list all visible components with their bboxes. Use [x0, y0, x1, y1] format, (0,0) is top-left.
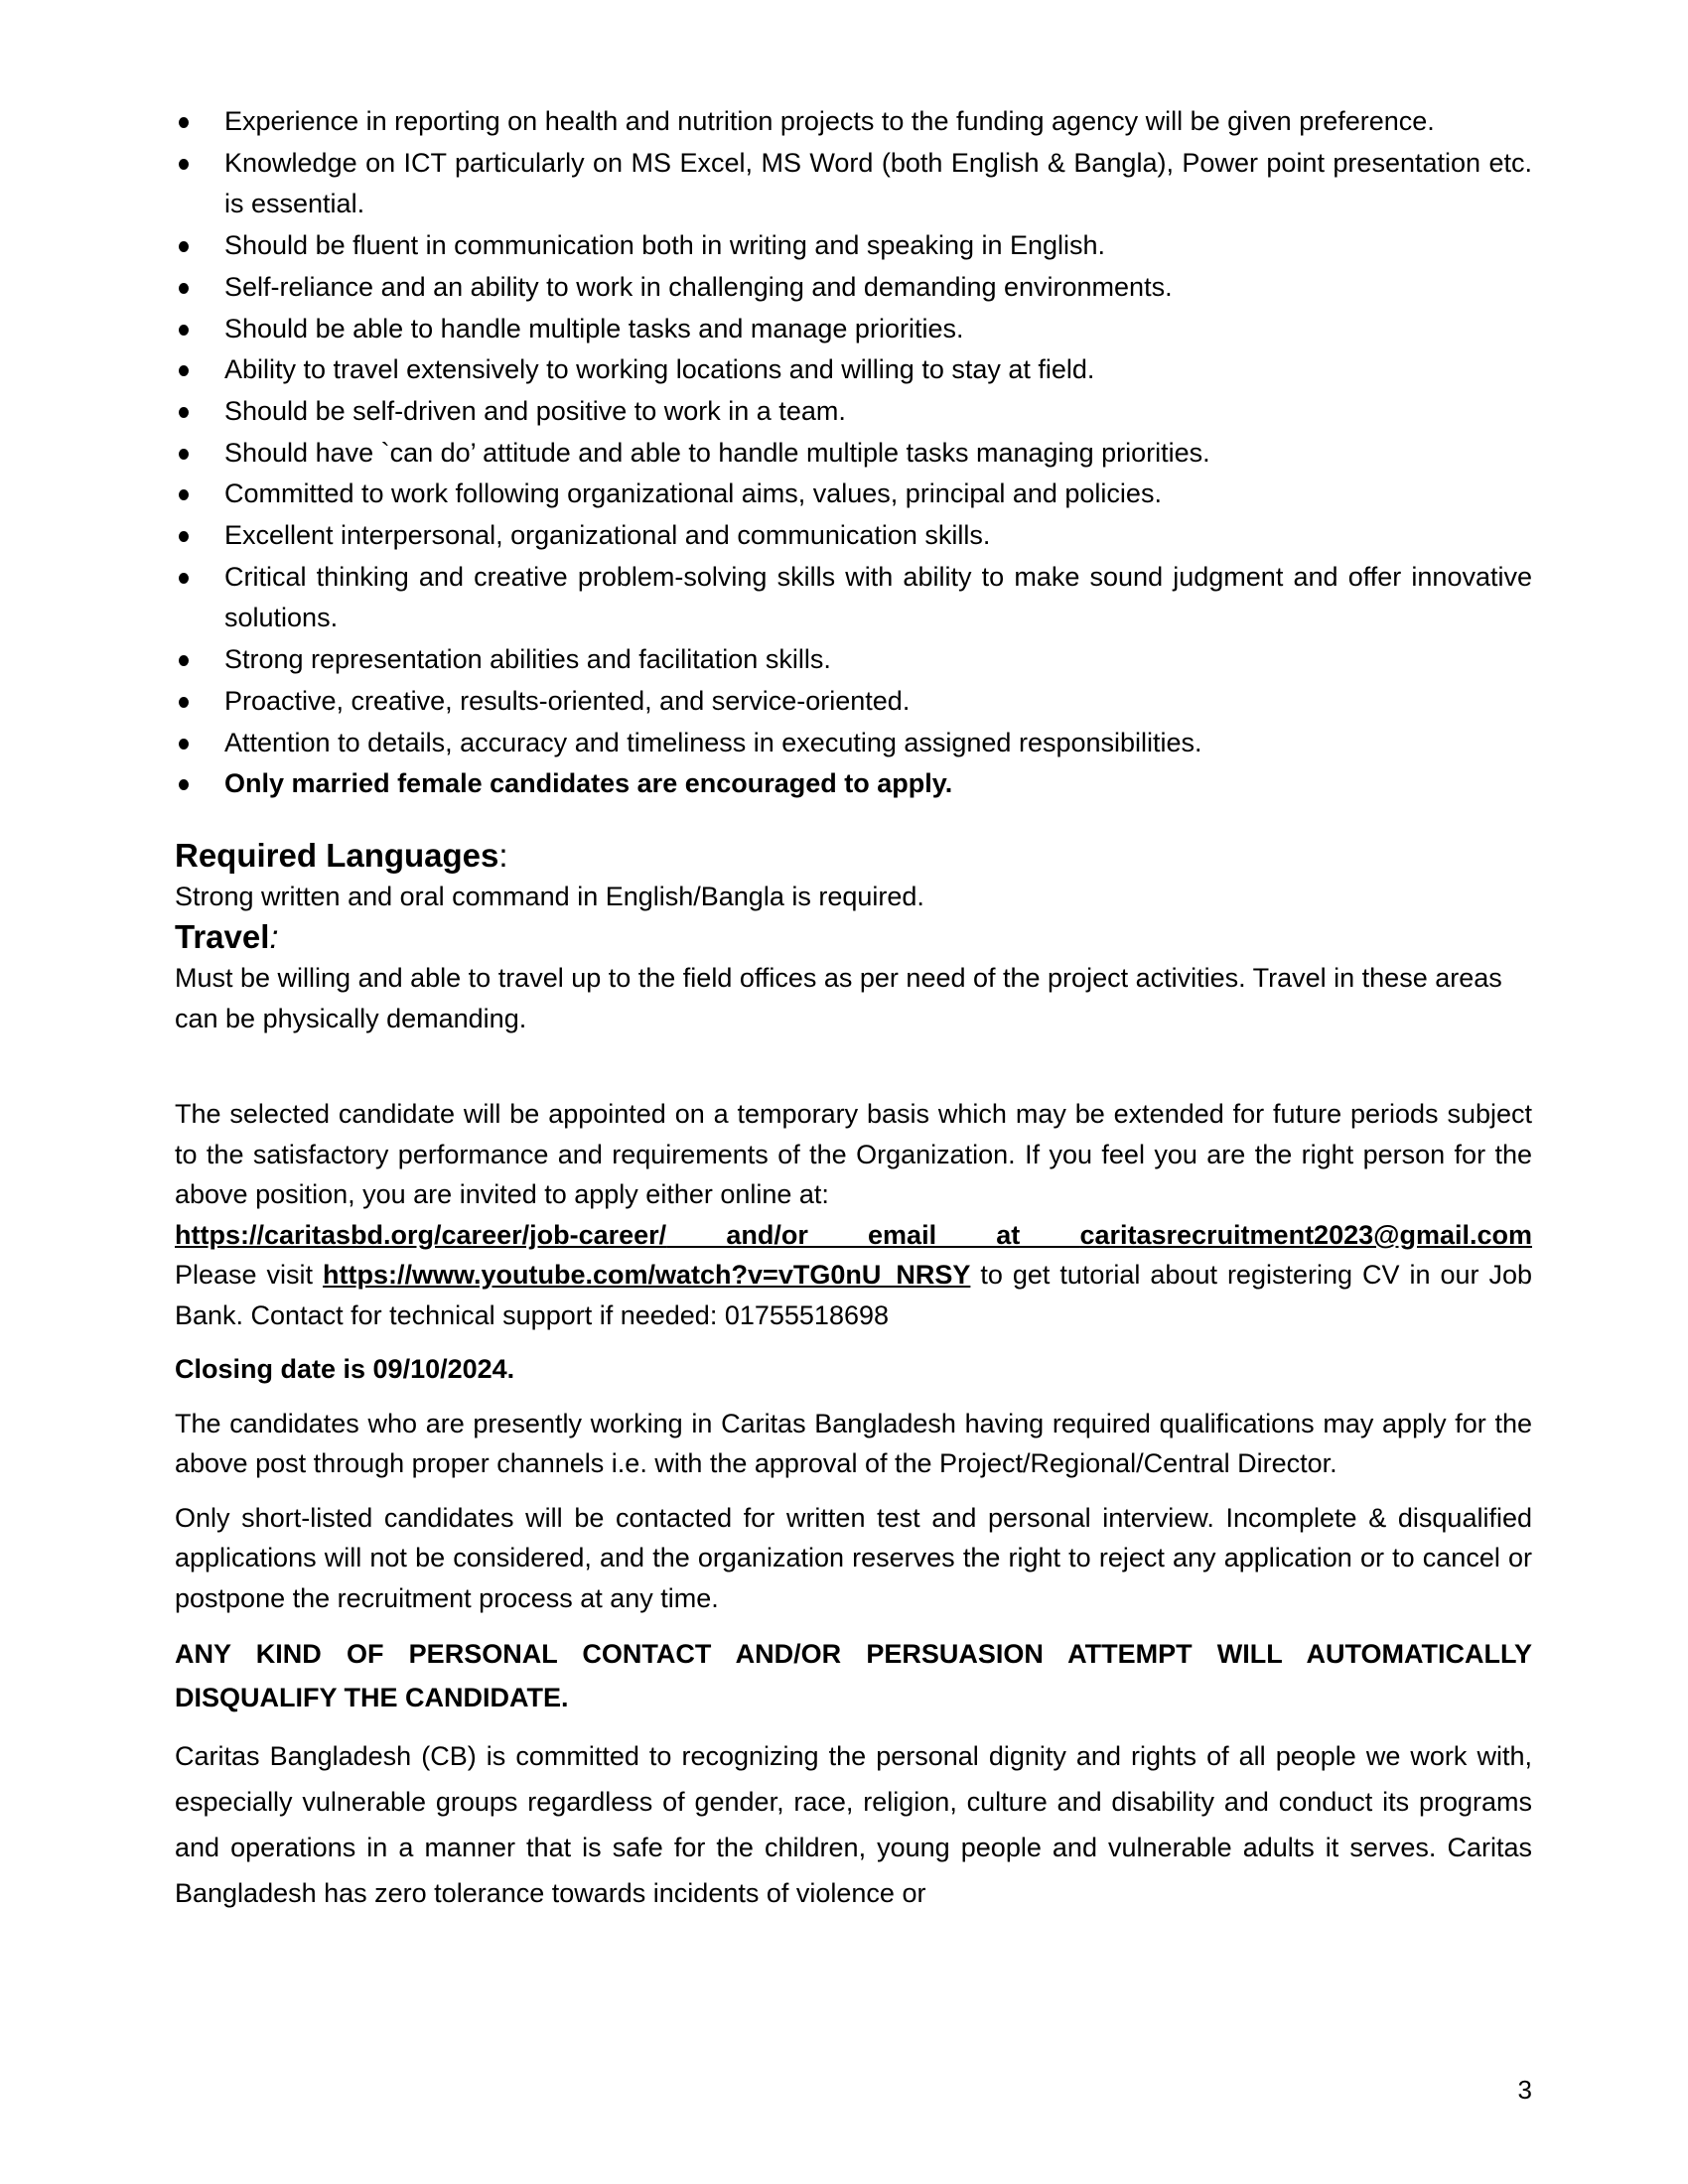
list-item [175, 101, 1532, 143]
closing-date: Closing date is 09/10/2024. [175, 1354, 515, 1385]
bullet-icon [179, 531, 189, 542]
item-text: Should be fluent in communication both in writing and speaking in English. [224, 230, 1106, 261]
bullet-icon [179, 739, 189, 750]
list-item-emphasis [175, 763, 1532, 805]
warning-text: ANY KIND OF PERSONAL CONTACT AND/OR PERSUASION ATTEMPT WILL AUTOMATICALLY DISQUALIFY THE CANDIDATE. [175, 1639, 1532, 1713]
item-text: Self-reliance and an ability to work in challenging and demanding environments. [224, 271, 1173, 302]
item-text: Should be self-driven and positive to work in a team. [224, 395, 846, 426]
page-number: 3 [1517, 2075, 1532, 2105]
list-item [175, 391, 1532, 433]
list-item [175, 639, 1532, 681]
heading-text: Required Languages [175, 836, 499, 874]
visit-text: Please visit [175, 1260, 324, 1291]
item-text: Ability to travel extensively to working locations and willing to stay at field. [224, 354, 1095, 385]
item-text: Should be able to handle multiple tasks and manage priorities. [224, 313, 964, 343]
item-text: Proactive, creative, results-oriented, and service-oriented. [224, 685, 911, 716]
bullet-icon [179, 573, 189, 584]
travel-heading [175, 916, 1532, 958]
item-text: Knowledge on ICT particularly on MS Excel, MS Word (both English & Bangla), Power point presentation etc. is essential. [224, 147, 1532, 219]
item-text: Excellent interpersonal, organizational and communication skills. [224, 520, 991, 551]
list-item [175, 267, 1532, 309]
bullet-icon [179, 697, 189, 708]
bullet-icon [179, 365, 189, 376]
item-text: Critical thinking and creative problem-solving skills with ability to make sound judgment and offer innovative solutions. [224, 561, 1532, 633]
item-text: Experience in reporting on health and nutrition projects to the funding agency will be given preference. [224, 106, 1435, 136]
requirements-list [175, 101, 1532, 805]
item-text: Only married female candidates are encouraged to apply. [224, 768, 953, 799]
languages-heading [175, 835, 1532, 877]
bullet-icon [179, 241, 189, 252]
heading-colon: : [269, 918, 279, 956]
list-item [175, 681, 1532, 723]
email-link[interactable]: caritasrecruitment2023@gmail.com [1079, 1219, 1532, 1250]
support-text: to get tutorial about registering CV in our Job Bank. Contact for technical support if needed: 01755518698 [175, 1260, 1533, 1330]
travel-text: Must be willing and able to travel up to the field offices as per need of the project activities. Travel in these areas can be physically demanding. [175, 963, 1502, 1033]
list-item [175, 474, 1532, 515]
shortlist-text: Only short-listed candidates will be contacted for written test and personal interview. Incomplete & disqualified applications will not be considered, and the organization reserves the right to reject any application or to cancel or postpone the recruitment process at any time. [175, 1502, 1532, 1613]
list-item [175, 309, 1532, 350]
item-text: Should have `can do’ attitude and able to handle multiple tasks managing priorities. [224, 437, 1210, 468]
bullet-icon [179, 325, 189, 336]
list-item [175, 557, 1532, 639]
bullet-icon [179, 283, 189, 294]
list-item [175, 349, 1532, 391]
list-item [175, 433, 1532, 475]
bullet-icon [179, 117, 189, 128]
bullet-icon [179, 407, 189, 418]
list-item [175, 143, 1532, 225]
list-item [175, 225, 1532, 267]
bullet-icon [179, 655, 189, 666]
list-item [175, 723, 1532, 764]
career-link[interactable]: https://caritasbd.org/career/job-career/ [175, 1219, 667, 1250]
and-or-email-text: and/or email at [666, 1219, 1080, 1250]
apply-paragraph [175, 1094, 1532, 1335]
heading-colon: : [498, 836, 508, 874]
item-text: Attention to details, accuracy and timeliness in executing assigned responsibilities. [224, 727, 1202, 757]
bullet-icon [179, 449, 189, 460]
apply-text: The selected candidate will be appointed on a temporary basis which may be extended for future periods subject to the satisfactory performance and requirements of the Organization. If you feel you are the right person for the above position, you are invited to apply either online at: [175, 1099, 1532, 1210]
bullet-icon [179, 489, 189, 500]
item-text: Strong representation abilities and facilitation skills. [224, 644, 831, 675]
item-text: Committed to work following organizational aims, values, principal and policies. [224, 478, 1162, 509]
document-page [175, 101, 1532, 1916]
bullet-icon [179, 159, 189, 170]
youtube-link[interactable]: https://www.youtube.com/watch?v=vTG0nU_NRSY [323, 1260, 971, 1291]
languages-text: Strong written and oral command in English/Bangla is required. [175, 881, 924, 911]
list-item [175, 515, 1532, 557]
internal-candidates-text: The candidates who are presently working in Caritas Bangladesh having required qualifications may apply for the above post through proper channels i.e. with the approval of the Project/Regional/Central Director. [175, 1408, 1532, 1479]
apply-links-line [175, 1215, 1532, 1256]
commitment-text: Caritas Bangladesh (CB) is committed to recognizing the personal dignity and rights of all people we work with, especially vulnerable groups regardless of gender, race, religion, culture and disability and conduct its programs and operations in a manner that is safe for the children, young people and vulnerable adults it serves. Caritas Bangladesh has zero tolerance towards incidents of violence or [175, 1741, 1532, 1909]
heading-text: Travel [175, 918, 270, 956]
bullet-icon [179, 779, 189, 790]
